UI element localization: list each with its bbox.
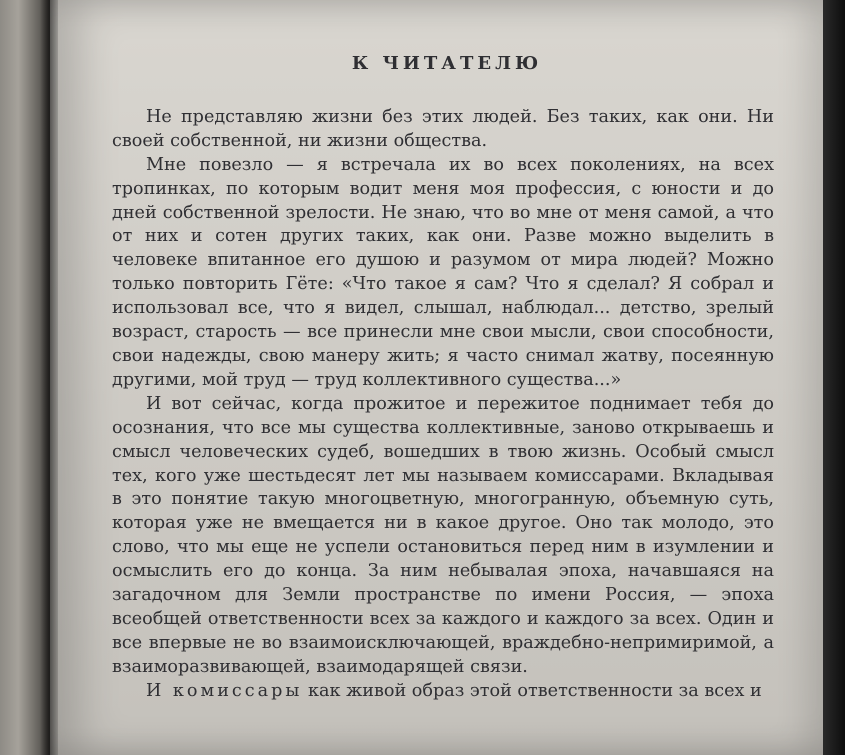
paragraph-4-rest: как живой образ этой ответственности за всех и — [302, 680, 762, 701]
chapter-title: К ЧИТАТЕЛЮ — [351, 53, 543, 74]
page-text — [112, 52, 774, 704]
paragraph-4-start — [112, 680, 774, 704]
spaced-word: И комиссары — [146, 680, 303, 701]
book-page — [50, 0, 825, 755]
paragraph-2: Мне повезло — я встречала их во всех поколениях, на всех тропинках, по которым водит меня моя профессия, с юности и до дней собственной зрелости. Не знаю, что во мне от меня самой, а что от них и сотен других таких, как они. Разве можно выделить в человеке впитанное его душою и разумом от мира людей? Можно только повторить Гёте: «Что такое я сам? Что я сделал? Я собрал и использовал все, что я видел, слышал, наблюдал... детство, зрелый возраст, старость — все принесли мне свои мысли, свои способности, свои надежды, свою манеру жить; я часто снимал жатву, посеянную другими, мой труд — труд коллективного существа...» — [112, 154, 774, 390]
right-dark-edge — [823, 0, 845, 755]
paragraph-3: И вот сейчас, когда прожитое и пережитое поднимает тебя до осознания, что все мы существа коллективные, заново открываешь и смысл человеческих судеб, вошедших в твою жизнь. Особый смысл тех, кого уже шестьдесят лет мы называем комиссарами. Вкладывая в это понятие такую многоцветную, многогранную, объемную суть, которая уже не вмещается ни в какое другое. Оно так молодо, это слово, что мы еще не успели остановиться перед ним в изумлении и осмыслить его до конца. За ним небывалая эпоха, начавшаяся на загадочном для Земли пространстве по имени Россия, — эпоха всеобщей ответственности всех за каждого и каждого за всех. Один и все впервые не во взаимоисключающей, враждебно-непримиримой, а взаиморазвивающей, взаимодарящей связи. — [112, 393, 774, 677]
book-gutter — [40, 0, 58, 755]
paragraph-1: Не представляю жизни без этих людей. Без таких, как они. Ни своей собственной, ни жизни общества. — [112, 106, 774, 151]
